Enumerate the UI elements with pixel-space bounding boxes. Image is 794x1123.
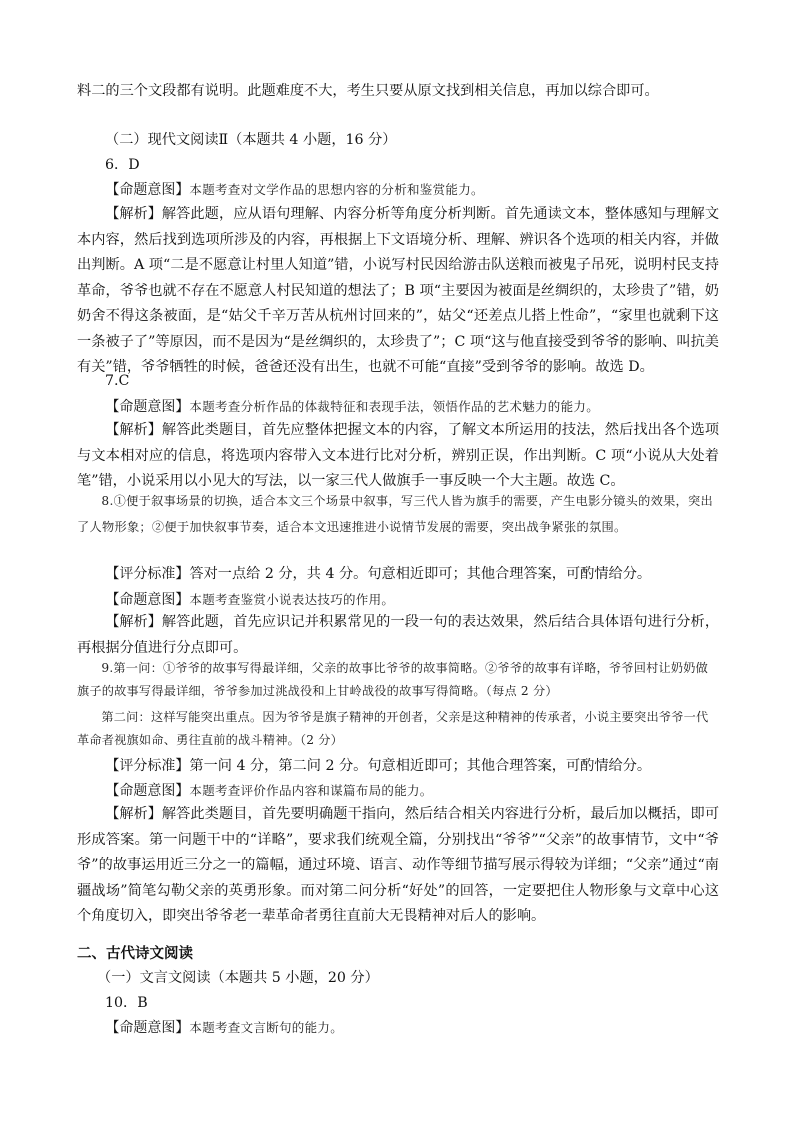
q10-intent: [77, 1015, 719, 1042]
q9-analysis: [77, 802, 719, 930]
part2-heading: 二、古代诗文阅读: [77, 946, 193, 962]
score-tag: 【评分标准】: [105, 566, 190, 582]
intent-tag: 【命题意图】: [105, 182, 190, 198]
score-tag: 【评分标准】: [105, 758, 190, 774]
part2-subsection-title: （一）文言文阅读（本题共 5 小题，20 分）: [97, 970, 379, 986]
analysis-text: 解答此类题目，首先要明确题干指向，然后结合相关内容进行分析，最后加以概括，即可形成答案。第一问题干中的“详略”，要求我们统观全篇，分别找出“爷爷”“父亲”的故事情节，文中“爷爷”的故事运用近三分之一的篇幅，通过环境、语言、动作等细节描写展示得较为详细；“父亲”通过“南疆战场”简笔勾勒父亲的英勇形象。而对第二问分析“好处”的回答，一定要把住人物形象与文章中心这个角度切入，即突出爷爷老一辈革命者勇往直前大无畏精神对后人的影响。: [77, 806, 720, 924]
intent-text: 本题考查文言断句的能力。: [189, 1020, 343, 1035]
q6-intent: [77, 177, 719, 204]
analysis-tag: 【解析】: [105, 206, 162, 222]
intent-text: 本题考查评价作品内容和谋篇布局的能力。: [189, 783, 433, 798]
score-text: 第一问 4 分，第二问 2 分。句意相近即可；其他合理答案，可酌情给分。: [189, 758, 652, 774]
q8-analysis: [77, 610, 719, 661]
analysis-text: 解答此类题目，首先应整体把握文本的内容，了解文本所运用的技法，然后找出各个选项与文本相对应的信息，将选项内容带入文本进行比对分析，辨别正误，作出判断。C 项“小说从大处着笔”错，小说采用以小见大的写法，以一家三代人做旗手一事反映一个大主题。故选 C。: [77, 422, 720, 489]
analysis-text: 解答此题，首先应识记并积累常见的一段一句的表达效果，然后结合具体语句进行分析，再根据分值进行分点即可。: [77, 614, 720, 656]
intent-text: 本题考查分析作品的体裁特征和表现手法，领悟作品的艺术魅力的能力。: [189, 399, 599, 414]
analysis-tag: 【解析】: [105, 806, 162, 822]
q8-answer: 8.①便于叙事场景的切换，适合本文三个场景中叙事，写三代人皆为旗手的需要，产生电影分镜头的效果，突出了人物形象；②便于加快叙事节奏，适合本文迅速推进小说情节发展的需要，突出战争紧张的氛围。: [77, 494, 714, 534]
q6-analysis: [77, 202, 719, 381]
q8-score: [77, 562, 719, 588]
intent-text: 本题考查对文学作品的思想内容的分析和鉴赏能力。: [189, 182, 484, 197]
intent-tag: 【命题意图】: [105, 1020, 190, 1036]
q7-analysis: [77, 418, 719, 495]
q7-intent: [77, 394, 719, 421]
q6-answer: 6．D: [105, 157, 140, 173]
q9-score: [77, 754, 719, 780]
analysis-tag: 【解析】: [105, 422, 162, 438]
q7-answer: 7.C: [105, 373, 130, 389]
analysis-text: 解答此题，应从语句理解、内容分析等角度分析判断。首先通读文本，整体感知与理解文本内容，然后找到选项所涉及的内容，再根据上下文语境分析、理解、辨识各个选项的相关内容，并做出判断。A 项“二是不愿意让村里人知道”错，小说写村民因给游击队送粮而被鬼子吊死，说明村民支持革命，爷爷也就不存在不愿意人村民知道的想法了；B 项“主要因为被面是丝绸织的，太珍贵了”错，奶奶舍不得这条被面，是“姑父千辛万苦从杭州讨回来的”，姑父“还差点儿搭上性命”，“家里也就剩下这一条被子了”等原因，而不是因为“是丝绸织的，太珍贵了”；C 项“这与他直接受到爷爷的影响、叫抗美有关”错，爷爷牺牲的时候，爸爸还没有出生，也就不可能“直接”受到爷爷的影响。故选 D。: [77, 206, 720, 375]
intent-tag: 【命题意图】: [105, 399, 190, 415]
intent-tag: 【命题意图】: [105, 783, 190, 799]
score-text: 答对一点给 2 分，共 4 分。句意相近即可；其他合理答案，可酌情给分。: [189, 566, 652, 582]
intent-tag: 【命题意图】: [105, 592, 190, 608]
q10-answer: 10．B: [105, 995, 148, 1011]
section-title-modern-reading-2: （二）现代文阅读Ⅱ（本题共 4 小题，16 分）: [105, 132, 397, 148]
q9-answer-part1: 9.第一问：①爷爷的故事写得最详细，父亲的故事比爷爷的故事简略。②爷爷的故事有详略，爷爷回村让奶奶做旗子的故事写得最详细，爷爷参加过洮战役和上甘岭战役的故事写得简略。（每点 2 分）: [77, 661, 709, 698]
top-continuation-line: 料二的三个文段都有说明。此题难度不大，考生只要从原文找到相关信息，再加以综合即可。: [77, 83, 659, 99]
intent-text: 本题考查鉴赏小说表达技巧的作用。: [189, 592, 395, 607]
q9-answer-part2: 第二问：这样写能突出重点。因为爷爷是旗子精神的开创者，父亲是这种精神的传承者，小说主要突出爷爷一代革命者视旗如命、勇往直前的战斗精神。（2 分）: [77, 710, 709, 747]
q9-intent: [77, 778, 719, 805]
analysis-tag: 【解析】: [105, 614, 162, 630]
